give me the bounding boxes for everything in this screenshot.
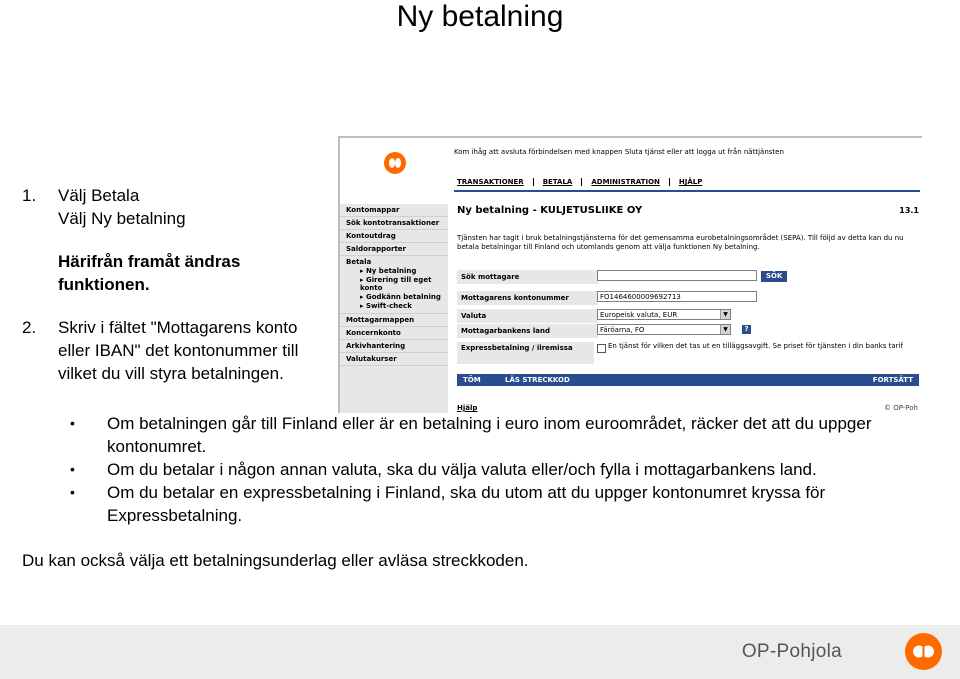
step-line: vilket du vill styra betalningen. [58, 364, 284, 383]
bullet-icon: • [70, 461, 75, 477]
country-select[interactable] [597, 324, 731, 335]
sidebar-item-arkivhantering[interactable]: Arkivhantering [340, 340, 448, 353]
bullet-text: Om du betalar i någon annan valuta, ska du välja valuta eller/och fylla i mottagarbankens land. [107, 460, 817, 479]
copyright-text: © OP-Poh [883, 404, 918, 412]
sepa-info-text: Tjänsten har tagit i bruk betalningstjänsterna för det gemensamma eurobetalningsområdet (SEPA). Till följd av detta kan du nu betala betalningar till Finland och utomlands genom att välja funktionen Ny betalning. [457, 234, 904, 251]
footer-bar [0, 625, 960, 679]
nav-betala[interactable]: BETALA [542, 178, 573, 186]
step-number: 1. [22, 186, 37, 205]
express-label: Expressbetalning / ilremissa [457, 342, 594, 364]
final-note: Du kan också välja ett betalningsunderlag eller avläsa streckkoden. [22, 551, 529, 570]
currency-label: Valuta [457, 309, 598, 323]
page-version: 13.1 [899, 206, 919, 215]
account-label: Mottagarens kontonummer [457, 291, 598, 305]
step-line: Välj Ny betalning [58, 209, 186, 228]
page-header [457, 205, 922, 219]
sidebar-item-saldorapporter[interactable]: Saldorapporter [340, 243, 448, 256]
nav-divider [533, 178, 534, 186]
instruction-steps [22, 184, 342, 385]
page-title: Ny betalning - KULJETUSLIIKE OY [457, 205, 643, 216]
logout-reminder: Kom ihåg att avsluta förbindelsen med knappen Sluta tjänst eller att logga ut från nättjänsten [454, 148, 784, 156]
currency-select[interactable] [597, 309, 731, 320]
chevron-down-icon: ▼ [720, 325, 730, 334]
express-row [457, 342, 917, 368]
op-logo-icon [384, 152, 406, 174]
step-2 [22, 316, 342, 385]
country-select-value: Färöarna, FO [600, 326, 645, 334]
sidebar-item-kontoutdrag[interactable]: Kontoutdrag [340, 230, 448, 243]
continue-button[interactable]: FORTSÄTT [872, 376, 913, 384]
bullet-item [70, 481, 950, 527]
bullet-text: Om du betalar en expressbetalning i Finland, ska du utom att du uppger kontonumret kryssa för Expressbetalning. [107, 483, 826, 525]
bullet-text: Om betalningen går till Finland eller är en betalning i euro inom euroområdet, räcker det att du uppger kontonumret. [107, 414, 872, 456]
step-line: Välj Betala [58, 186, 140, 205]
nav-hjalp[interactable]: HJÄLP [678, 178, 703, 186]
sidebar-subitem-label: Swift-check [365, 302, 412, 310]
bullet-item [70, 458, 950, 481]
account-row [457, 291, 917, 306]
express-checkbox[interactable] [597, 344, 606, 353]
bullet-icon: • [70, 415, 75, 431]
currency-row [457, 309, 917, 324]
sidebar-subitem-label: Godkänn betalning [365, 293, 441, 301]
country-label: Mottagarbankens land [457, 324, 598, 338]
nav-administration[interactable]: ADMINISTRATION [591, 178, 660, 186]
step-number: 2. [22, 318, 37, 337]
sidebar-subitem-girering[interactable]: ▸ Girering till eget konto [360, 276, 432, 292]
sidebar-item-koncernkonto[interactable]: Koncernkonto [340, 327, 448, 340]
netbank-screenshot [338, 136, 922, 413]
search-row [457, 270, 917, 285]
read-barcode-button[interactable]: LÄS STRECKKOD [505, 376, 570, 384]
bullet-icon: • [70, 484, 75, 500]
nav-divider [669, 178, 670, 186]
slide-title: Ny betalning [396, 0, 564, 33]
chevron-down-icon: ▼ [720, 310, 730, 319]
step-text [58, 316, 298, 385]
form-button-bar [457, 374, 919, 386]
nav-divider [581, 178, 582, 186]
footer-brand: OP-Pohjola [741, 641, 842, 662]
sidebar-menu [340, 204, 448, 413]
account-number-input[interactable]: FO1464600009692713 [597, 291, 757, 302]
sidebar-item-sok-kontotransaktioner[interactable]: Sök kontotransaktioner [340, 217, 448, 230]
nav-transaktioner[interactable]: TRANSAKTIONER [457, 178, 524, 186]
sidebar-item-kontomappar[interactable]: Kontomappar [340, 204, 448, 217]
sidebar-subitem-ny-betalning[interactable]: ▸ Ny betalning [360, 267, 417, 275]
top-navigation [454, 178, 705, 186]
clear-button[interactable]: TÖM [463, 376, 481, 384]
search-recipient-input[interactable] [597, 270, 757, 281]
note-line: funktionen. [58, 275, 150, 294]
currency-select-value: Europeisk valuta, EUR [600, 311, 678, 319]
op-logo-icon-svg [905, 633, 942, 670]
sidebar-item-valutakurser[interactable]: Valutakurser [340, 353, 448, 366]
step-line: eller IBAN" det kontonummer till [58, 341, 299, 360]
op-logo-icon [905, 633, 942, 670]
note-text [22, 250, 342, 296]
sidebar-item-betala[interactable] [340, 256, 448, 314]
sidebar-item-mottagarmappen[interactable]: Mottagarmappen [340, 314, 448, 327]
note-line: Härifrån framåt ändras [58, 252, 241, 271]
step-text [58, 184, 186, 230]
bullet-list [70, 412, 950, 527]
express-description: En tjänst för vilken det tas ut en tilläggsavgift. Se priset för tjänsten i din banks tarif [608, 342, 903, 350]
sidebar-subitem-label: Ny betalning [365, 267, 417, 275]
search-button[interactable]: SÖK [761, 271, 787, 282]
search-label: Sök mottagare [457, 270, 598, 284]
sidebar-subitem-godkann[interactable]: ▸ Godkänn betalning [360, 293, 441, 301]
step-1 [22, 184, 342, 230]
sidebar-subitem-label: Girering till eget konto [360, 276, 432, 292]
step-line: Skriv i fältet "Mottagarens konto [58, 318, 298, 337]
bullet-item [70, 412, 950, 458]
nav-underline [454, 190, 920, 192]
country-row [457, 324, 917, 339]
help-icon[interactable]: ? [742, 325, 751, 334]
help-link[interactable]: Hjälp [457, 404, 478, 412]
sidebar-item-label: Betala [346, 258, 372, 266]
sidebar-subitem-swift-check[interactable]: ▸ Swift-check [360, 302, 412, 310]
